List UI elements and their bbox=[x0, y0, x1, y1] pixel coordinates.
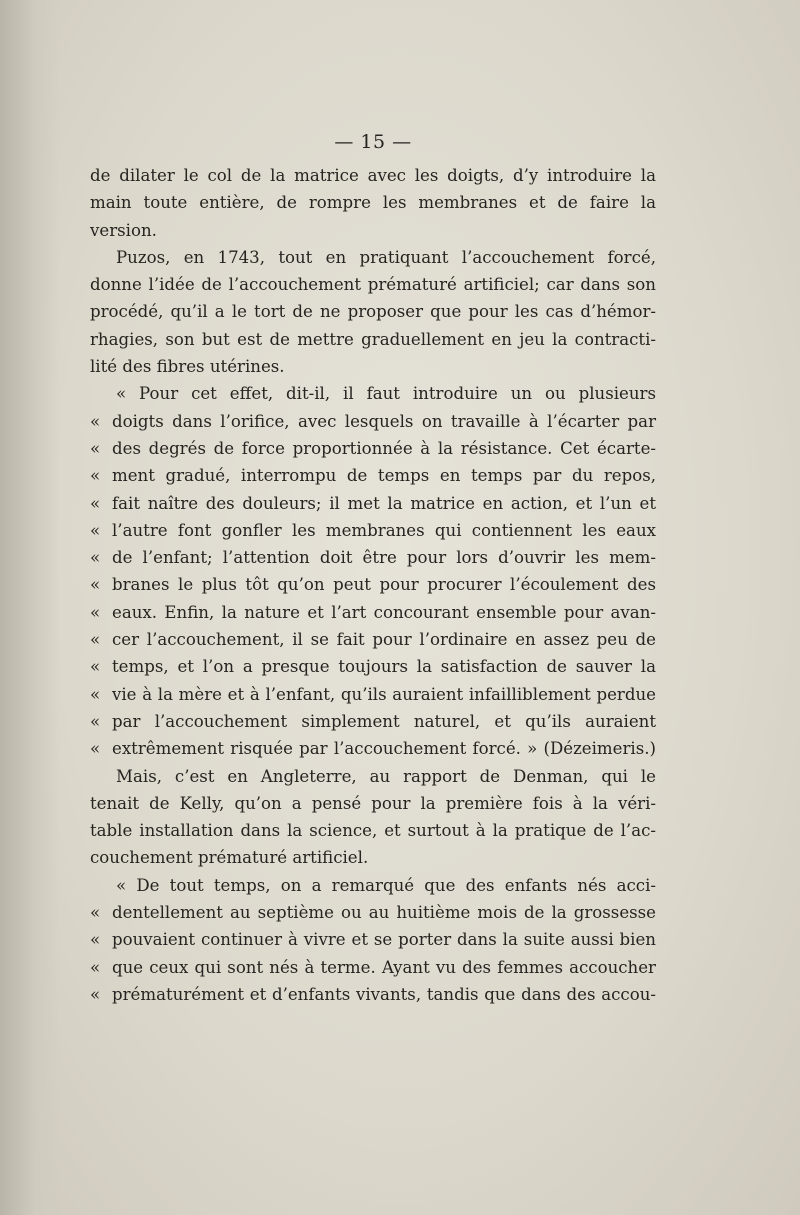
line-text: vie à la mère et à l’enfant, qu’ils auraient infailliblement perdue bbox=[112, 684, 656, 704]
text-line bbox=[90, 872, 656, 899]
quote-mark: « bbox=[90, 711, 101, 731]
text-line bbox=[90, 708, 656, 735]
line-text: prématurément et d’enfants vivants, tandis que dans des accou- bbox=[112, 984, 656, 1004]
line-text: Mais, c’est en Angleterre, au rapport de Denman, qui le bbox=[116, 766, 656, 786]
text-line bbox=[90, 926, 656, 953]
line-text: table installation dans la science, et surtout à la pratique de l’ac- bbox=[90, 821, 656, 841]
text-line bbox=[90, 790, 656, 817]
line-text: extrêmement risquée par l’accouchement forcé. » (Dézeimeris.) bbox=[112, 739, 656, 759]
page-number: — 15 — bbox=[334, 131, 412, 153]
line-text: cer l’accouchement, il se fait pour l’ordinaire en assez peu de bbox=[112, 630, 656, 650]
text-line bbox=[90, 599, 656, 626]
quote-mark: « bbox=[90, 630, 101, 650]
quote-mark: « bbox=[90, 520, 101, 540]
line-text: donne l’idée de l’accouchement prématuré artificiel; car dans son bbox=[90, 275, 656, 295]
text-line bbox=[90, 899, 656, 926]
quote-mark: « bbox=[90, 438, 101, 458]
text-line bbox=[90, 408, 656, 435]
line-text: pouvaient continuer à vivre et se porter dans la suite aussi bien bbox=[112, 930, 656, 950]
line-text: main toute entière, de rompre les membranes et de faire la bbox=[90, 193, 656, 213]
line-text: temps, et l’on a presque toujours la satisfaction de sauver la bbox=[112, 657, 656, 677]
text-line bbox=[90, 244, 656, 271]
quote-mark: « bbox=[90, 984, 101, 1004]
quote-mark: « bbox=[90, 602, 101, 622]
line-text: de dilater le col de la matrice avec les doigts, d’y introduire la bbox=[90, 166, 656, 185]
text-line bbox=[90, 735, 656, 762]
quote-mark: « bbox=[90, 684, 101, 704]
quote-mark: « bbox=[90, 930, 101, 950]
text-line bbox=[90, 844, 656, 871]
line-text: des degrés de force proportionnée à la résistance. Cet écarte- bbox=[112, 438, 656, 458]
body-text bbox=[90, 162, 656, 1008]
line-text: procédé, qu’il a le tort de ne proposer que pour les cas d’hémor- bbox=[90, 302, 656, 322]
text-line bbox=[90, 271, 656, 298]
text-line bbox=[90, 763, 656, 790]
quote-mark: « bbox=[90, 548, 101, 568]
line-text: de l’enfant; l’attention doit être pour lors d’ouvrir les mem- bbox=[112, 548, 656, 568]
line-text: dentellement au septième ou au huitième mois de la grossesse bbox=[112, 903, 656, 923]
text-block bbox=[90, 128, 656, 1008]
text-line bbox=[90, 626, 656, 653]
text-line bbox=[90, 435, 656, 462]
quote-mark: « bbox=[90, 466, 101, 486]
text-line bbox=[90, 162, 656, 189]
line-text: version. bbox=[90, 220, 157, 240]
line-text: couchement prématuré artificiel. bbox=[90, 848, 369, 868]
quote-mark: « bbox=[90, 657, 101, 677]
quote-mark: « bbox=[90, 903, 101, 923]
line-text: tenait de Kelly, qu’on a pensé pour la première fois à la véri- bbox=[90, 793, 656, 813]
text-line bbox=[90, 217, 656, 244]
line-text: rhagies, son but est de mettre graduellement en jeu la contracti- bbox=[90, 329, 656, 349]
text-line bbox=[90, 326, 656, 353]
line-text: branes le plus tôt qu’on peut pour procurer l’écoulement des bbox=[112, 575, 656, 595]
line-text: ment gradué, interrompu de temps en temps par du repos, bbox=[112, 466, 656, 486]
line-text: que ceux qui sont nés à terme. Ayant vu des femmes accoucher bbox=[112, 957, 656, 977]
line-text: par l’accouchement simplement naturel, et qu’ils auraient bbox=[112, 711, 656, 731]
line-text: doigts dans l’orifice, avec lesquels on travaille à l’écarter par bbox=[112, 411, 656, 431]
quote-mark: « bbox=[90, 739, 101, 759]
text-line bbox=[90, 954, 656, 981]
text-line bbox=[90, 653, 656, 680]
line-text: « De tout temps, on a remarqué que des enfants nés acci- bbox=[116, 875, 656, 895]
line-text: Puzos, en 1743, tout en pratiquant l’accouchement forcé, bbox=[116, 247, 656, 267]
text-line bbox=[90, 571, 656, 598]
quote-mark: « bbox=[90, 575, 101, 595]
text-line bbox=[90, 981, 656, 1008]
text-line bbox=[90, 517, 656, 544]
line-text: eaux. Enfin, la nature et l’art concourant ensemble pour avan- bbox=[112, 602, 656, 622]
line-text: l’autre font gonfler les membranes qui contiennent les eaux bbox=[112, 520, 656, 540]
quote-mark: « bbox=[90, 957, 101, 977]
line-text: « Pour cet effet, dit-il, il faut introduire un ou plusieurs bbox=[116, 384, 656, 404]
quote-mark: « bbox=[90, 411, 101, 431]
quote-mark: « bbox=[90, 493, 101, 513]
text-line bbox=[90, 462, 656, 489]
text-line bbox=[90, 298, 656, 325]
text-line bbox=[90, 353, 656, 380]
text-line bbox=[90, 681, 656, 708]
page-gutter-shadow bbox=[0, 0, 60, 1215]
text-line bbox=[90, 189, 656, 216]
text-line bbox=[90, 817, 656, 844]
text-line bbox=[90, 544, 656, 571]
text-line bbox=[90, 380, 656, 407]
line-text: lité des fibres utérines. bbox=[90, 357, 285, 377]
line-text: fait naître des douleurs; il met la matrice en action, et l’un et bbox=[112, 493, 656, 513]
text-line bbox=[90, 490, 656, 517]
